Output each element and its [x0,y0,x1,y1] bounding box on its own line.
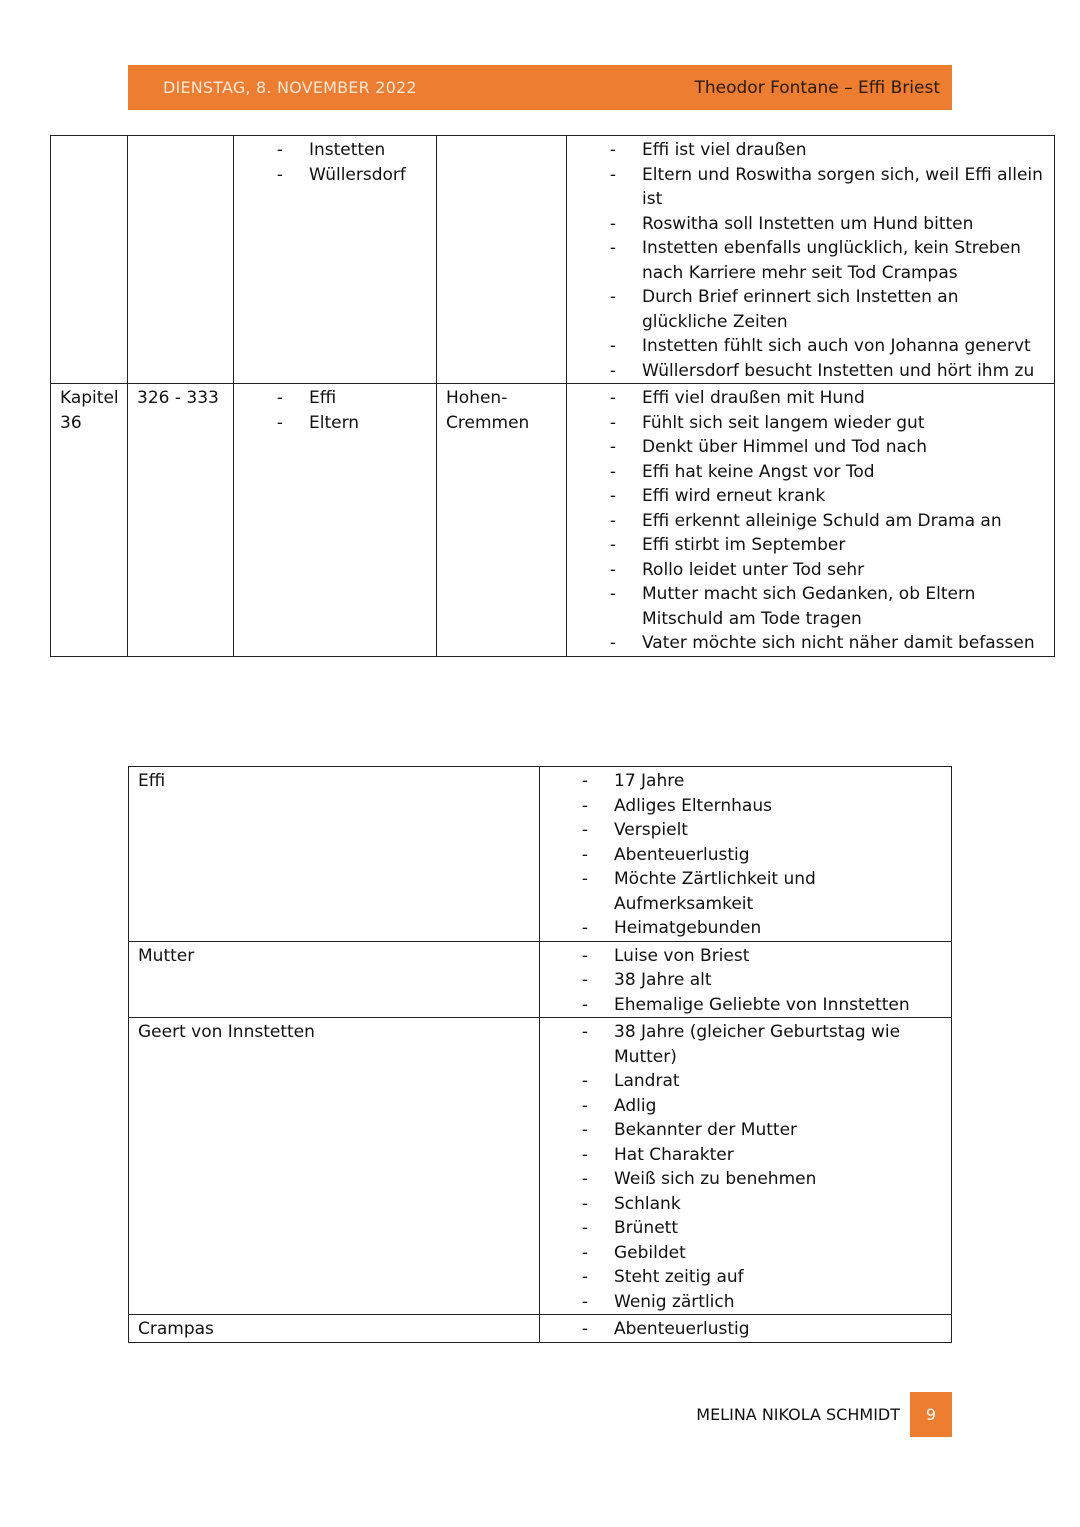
traits-cell [540,1018,952,1315]
characters-cell [234,384,437,657]
event-item: - Eltern und Roswitha sorgen sich, weil Effi allein ist [607,163,1046,212]
trait-item: - Bekannter der Mutter [579,1118,943,1143]
character-table [128,766,952,1343]
event-item: - Durch Brief erinnert sich Instetten an glückliche Zeiten [607,285,1046,334]
event-item: - Effi erkennt alleinige Schuld am Drama an [607,509,1046,534]
character-name-cell: Crampas [129,1315,540,1343]
trait-item: - Adlig [579,1094,943,1119]
event-item: - Roswitha soll Instetten um Hund bitten [607,212,1046,237]
chapter-row [51,136,1055,384]
pages-cell: 326 - 333 [128,384,234,657]
trait-item: - Ehemalige Geliebte von Innstetten [579,993,943,1018]
character-name-cell: Mutter [129,941,540,1018]
trait-item: - Abenteuerlustig [579,1317,943,1342]
character-item: - Instetten [274,138,428,163]
chapter-cell: Kapitel 36 [51,384,128,657]
trait-item: - Weiß sich zu benehmen [579,1167,943,1192]
pages-cell [128,136,234,384]
event-item: - Wüllersdorf besucht Instetten und hört ihm zu [607,359,1046,384]
trait-item: - Verspielt [579,818,943,843]
traits-cell [540,941,952,1018]
character-row [129,767,952,942]
trait-item: - Möchte Zärtlichkeit und Aufmerksamkeit [579,867,943,916]
event-item: - Effi stirbt im September [607,533,1046,558]
traits-cell [540,1315,952,1343]
header-date: DIENSTAG, 8. NOVEMBER 2022 [163,78,417,97]
character-row [129,941,952,1018]
trait-item: - Landrat [579,1069,943,1094]
chapter-table-body [51,136,1055,657]
trait-item: - Adliges Elternhaus [579,794,943,819]
chapter-cell [51,136,128,384]
place-cell: Hohen-Cremmen [437,384,567,657]
traits-cell [540,767,952,942]
chapter-row [51,384,1055,657]
trait-item: - Brünett [579,1216,943,1241]
character-item: - Effi [274,386,428,411]
event-item: - Effi wird erneut krank [607,484,1046,509]
events-cell [567,384,1055,657]
character-row [129,1315,952,1343]
character-name-cell: Effi [129,767,540,942]
event-item: - Instetten fühlt sich auch von Johanna genervt [607,334,1046,359]
trait-item: - Wenig zärtlich [579,1290,943,1315]
header-title: Theodor Fontane – Effi Briest [694,77,940,98]
trait-item: - Hat Charakter [579,1143,943,1168]
trait-item-list [579,1317,943,1342]
trait-item: - 17 Jahre [579,769,943,794]
events-cell [567,136,1055,384]
trait-item-list [579,769,943,941]
event-item-list [607,138,1046,383]
event-item: - Mutter macht sich Gedanken, ob Eltern Mitschuld am Tode tragen [607,582,1046,631]
character-item: - Eltern [274,411,428,436]
trait-item: - Schlank [579,1192,943,1217]
page-number: 9 [910,1392,952,1437]
character-row [129,1018,952,1315]
footer-author: MELINA NIKOLA SCHMIDT [696,1405,900,1424]
character-name-cell: Geert von Innstetten [129,1018,540,1315]
trait-item: - Heimatgebunden [579,916,943,941]
character-table-body [129,767,952,1343]
trait-item-list [579,944,943,1018]
event-item: - Effi hat keine Angst vor Tod [607,460,1046,485]
trait-item-list [579,1020,943,1314]
event-item: - Instetten ebenfalls unglücklich, kein Streben nach Karriere mehr seit Tod Crampas [607,236,1046,285]
characters-cell [234,136,437,384]
event-item: - Vater möchte sich nicht näher damit befassen [607,631,1046,656]
trait-item: - Abenteuerlustig [579,843,943,868]
place-cell [437,136,567,384]
event-item: - Fühlt sich seit langem wieder gut [607,411,1046,436]
trait-item: - 38 Jahre (gleicher Geburtstag wie Mutter) [579,1020,943,1069]
event-item: - Denkt über Himmel und Tod nach [607,435,1046,460]
event-item-list [607,386,1046,656]
event-item: - Rollo leidet unter Tod sehr [607,558,1046,583]
trait-item: - 38 Jahre alt [579,968,943,993]
event-item: - Effi viel draußen mit Hund [607,386,1046,411]
trait-item: - Luise von Briest [579,944,943,969]
event-item: - Effi ist viel draußen [607,138,1046,163]
character-item: - Wüllersdorf [274,163,428,188]
trait-item: - Gebildet [579,1241,943,1266]
chapter-table [50,135,1055,657]
character-item-list [274,138,428,187]
page-header [128,65,952,110]
page-footer [0,1392,952,1437]
character-item-list [274,386,428,435]
trait-item: - Steht zeitig auf [579,1265,943,1290]
